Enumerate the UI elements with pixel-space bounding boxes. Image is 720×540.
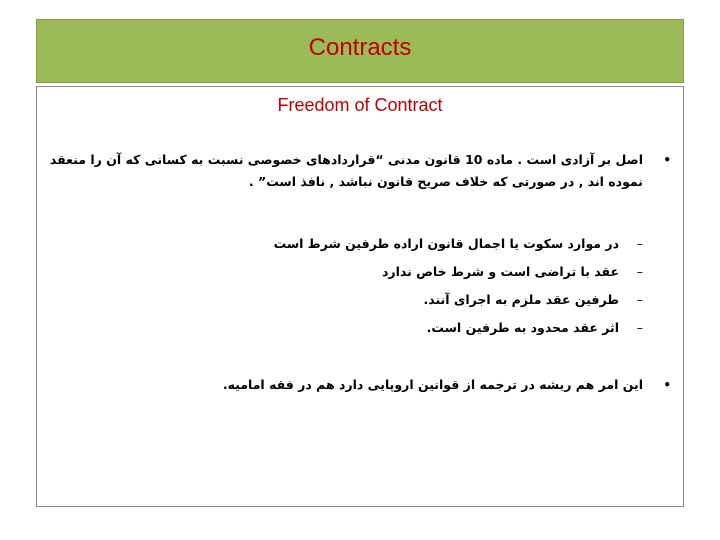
bullet-2-text: این امر هم ریشه در ترجمه از قوانین اروپایی دارد هم در فقه امامیه. xyxy=(222,377,643,392)
bullet-1-text: اصل بر آزادی است . ماده 10 قانون مدنی “قراردادهای خصوصی نسبت به کسانی که آن را منعقد نموده اند , در صورتی که خلاف صریح قانون نباشد , نافذ است” . xyxy=(49,152,643,189)
slide-subtitle: Freedom of Contract xyxy=(277,95,443,115)
bullet-1 xyxy=(39,149,671,193)
slide-title: Contracts xyxy=(308,34,412,61)
bullet-2 xyxy=(83,374,671,396)
dash-icon: – xyxy=(636,292,643,307)
subitem-4 xyxy=(426,318,643,338)
content-box xyxy=(36,86,684,507)
bullet-dot-icon: • xyxy=(663,153,671,167)
subitem-2-text: عقد با تراضی است و شرط خاص ندارد xyxy=(381,264,619,279)
dash-icon: – xyxy=(636,236,643,251)
bullet-dot-icon: • xyxy=(663,378,671,392)
subitem-1 xyxy=(273,234,643,254)
dash-icon: – xyxy=(636,264,643,279)
subitem-3-text: طرفین عقد ملزم به اجرای آنند. xyxy=(423,292,619,307)
dash-icon: – xyxy=(636,320,643,335)
title-banner xyxy=(36,19,684,83)
subitem-4-text: اثر عقد محدود به طرفین است. xyxy=(426,320,619,335)
subitem-3 xyxy=(423,290,643,310)
subitem-2 xyxy=(381,262,643,282)
subitem-1-text: در موارد سکوت یا اجمال قانون اراده طرفین شرط است xyxy=(273,236,619,251)
